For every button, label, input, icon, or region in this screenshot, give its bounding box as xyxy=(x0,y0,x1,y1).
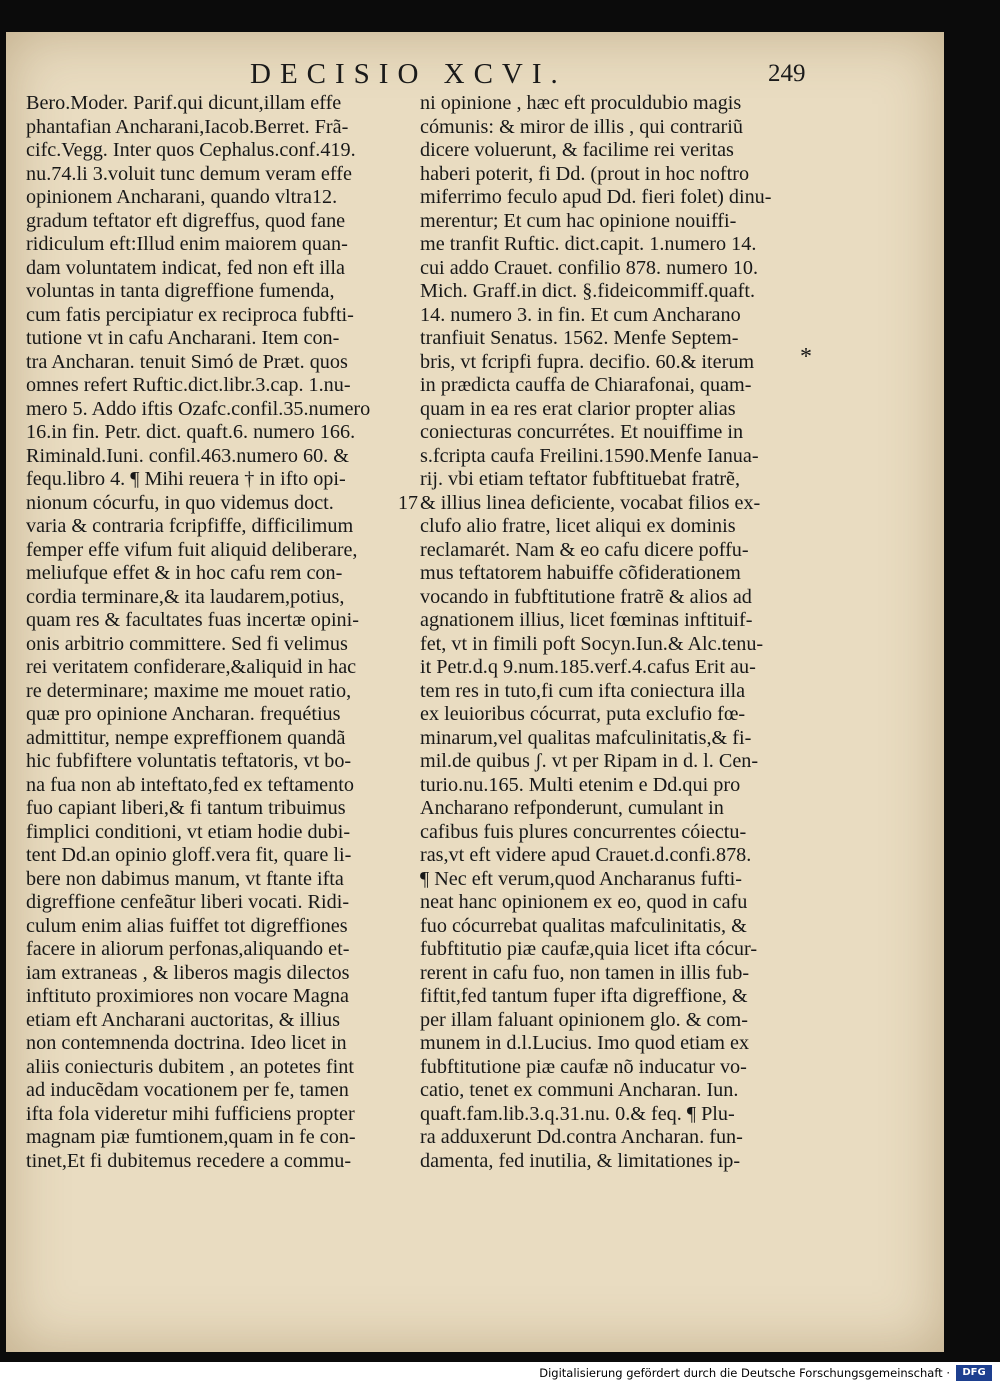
text-line: munem in d.l.Lucius. Imo quod etiam ex xyxy=(420,1032,750,1054)
text-line: fuo capiant liberi,& fi tantum tribuimus xyxy=(26,797,346,819)
text-line: admittitur, nempe expreffionem quandã xyxy=(26,726,346,749)
text-line: catio, tenet ex communi Ancharan. Iun. xyxy=(420,1079,739,1101)
text-line: ¶ Nec eft verum,quod Ancharanus fufti- xyxy=(420,867,742,890)
text-line: fimplici conditioni, vt etiam hodie dubi- xyxy=(26,820,351,843)
margin-note-asterisk: * xyxy=(800,344,812,370)
text-line: Bero.Moder. Parif.qui dicunt,illam effe xyxy=(26,92,342,114)
right-text-column xyxy=(420,92,796,1173)
text-line: ra adduxerunt Dd.contra Ancharan. fun- xyxy=(420,1126,743,1148)
digitization-footer xyxy=(0,1362,1000,1385)
text-line: in prædicta cauffa de Chiarafonai, quam- xyxy=(420,374,752,396)
text-line: dicere voluerunt, & facilime rei veritas xyxy=(420,139,734,161)
text-line: ad inducẽdam vocationem per fe, tamen xyxy=(26,1079,349,1101)
text-line: tra Ancharan. tenuit Simó de Præt. quos xyxy=(26,350,348,373)
text-line: ex leuioribus cócurrat, puta exclufio fœ- xyxy=(420,703,746,725)
text-line: mero 5. Addo iftis Ozafc.confil.35.numero xyxy=(26,397,371,420)
text-line: me tranfit Ruftic. dict.capit. 1.numero 14. xyxy=(420,233,757,255)
text-line: neat hanc opinionem ex eo, quod in cafu xyxy=(420,891,748,913)
text-line: digreffione cenfeãtur liberi vocati. Ridi- xyxy=(26,891,350,913)
dfg-logo: DFG xyxy=(956,1365,992,1381)
text-line: fubftitutio piæ caufæ,quia licet ifta cócur- xyxy=(420,938,758,960)
text-line: quaft.fam.lib.3.q.31.nu. 0.& feq. ¶ Plu- xyxy=(420,1102,735,1125)
text-line: vocando in fubftitutione fratrẽ & alios ad xyxy=(420,585,752,608)
text-line: quam in ea res erat clarior propter alias xyxy=(420,397,736,420)
text-line: Riminald.Iuni. confil.463.numero 60. & xyxy=(26,444,349,467)
text-line: phantafian Ancharani,Iacob.Berret. Frã- xyxy=(26,115,349,138)
margin-note-number: 17 xyxy=(398,492,418,514)
text-line: quam res & facultates fuas incertæ opini- xyxy=(26,609,359,631)
text-line: fequ.libro 4. ¶ Mihi reuera † in ifto opi- xyxy=(26,468,346,490)
text-line: clufo alio fratre, licet aliqui ex dominis xyxy=(420,515,736,537)
text-line: 14. numero 3. in fin. Et cum Ancharano xyxy=(420,303,741,326)
text-line: culum enim alias fuiffet tot digreffiones xyxy=(26,914,348,937)
text-line: varia & contraria fcripfiffe, difficilimum xyxy=(26,515,354,537)
text-line: merentur; Et cum hac opinione nouiffi- xyxy=(420,209,737,232)
text-line: non contemnenda doctrina. Ideo licet in xyxy=(26,1032,347,1054)
page-number: 249 xyxy=(768,60,806,87)
text-line: ras,vt eft videre apud Crauet.d.confi.878. xyxy=(420,844,752,866)
text-line: na fua non ab inteftato,fed ex teftamento xyxy=(26,773,354,796)
text-line: cordia terminare,& ita laudarem,potius, xyxy=(26,585,345,608)
text-line: quæ pro opinione Ancharan. frequétius xyxy=(26,703,341,725)
text-line: iam extraneas , & liberos magis dilectos xyxy=(26,961,350,984)
text-line: aliis coniecturis dubitem , an potetes fint xyxy=(26,1055,354,1078)
text-line: mil.de quibus ʃ. vt per Ripam in d. l. Cen- xyxy=(420,750,759,772)
text-line: ni opinione , hæc eft proculdubio magis xyxy=(420,92,742,114)
text-line: gradum teftator eft digreffus, quod fane xyxy=(26,209,346,232)
text-line: opinionem Ancharani, quando vltra12. xyxy=(26,186,338,208)
left-text-column xyxy=(26,92,402,1173)
text-line: Ancharano refponderunt, cumulant in xyxy=(420,797,724,819)
text-line: reclamarét. Nam & eo cafu dicere poffu- xyxy=(420,538,749,561)
text-line: bris, vt fcripfi fupra. decifio. 60.& iterum xyxy=(420,350,755,373)
text-line: inftituto proximiores non vocare Magna xyxy=(26,985,349,1007)
text-line: Mich. Graff.in dict. §.fideicommiff.quaft. xyxy=(420,280,756,302)
text-line: facere in aliorum perfonas,aliquando et- xyxy=(26,938,350,960)
text-line: haberi poterit, fi Dd. (prout in hoc noftro xyxy=(420,162,750,185)
text-line: femper effe vifum fuit aliquid deliberare, xyxy=(26,538,358,561)
text-line: tutione vt in cafu Ancharani. Item con- xyxy=(26,327,340,349)
text-line: damenta, fed inutilia, & limitationes ip- xyxy=(420,1149,741,1172)
text-line: meliufque effet & in hoc cafu rem con- xyxy=(26,562,343,584)
text-line: bere non dabimus manum, vt ftante ifta xyxy=(26,867,344,890)
text-line: ifta fola videretur mihi fufficiens propter xyxy=(26,1102,355,1125)
text-line: miferrimo feculo apud Dd. fieri folet) dinu- xyxy=(420,186,772,208)
text-line: per illam faluant opinionem glo. & com- xyxy=(420,1008,748,1031)
text-line: cum fatis percipiatur ex reciproca fubfti- xyxy=(26,303,354,326)
text-line: coniecturas concurrétes. Et nouiffime in xyxy=(420,421,744,443)
text-line: & illius linea deficiente, vocabat filios ex- xyxy=(420,491,761,514)
text-line: tranfiuit Senatus. 1562. Menfe Septem- xyxy=(420,327,739,349)
text-line: fet, vt in fimili poft Socyn.Iun.& Alc.tenu- xyxy=(420,632,764,655)
text-line: hic fubfiftere voluntatis teftatoris, vt bo- xyxy=(26,750,352,772)
text-line: voluntas in tanta digreffione fumenda, xyxy=(26,280,335,302)
text-line: ridiculum eft:Illud enim maiorem quan- xyxy=(26,233,348,255)
text-line: magnam piæ fumtionem,quam in fe con- xyxy=(26,1126,356,1148)
text-line: dam voluntatem indicat, fed non eft illa xyxy=(26,256,345,279)
text-line: cafibus fuis plures concurrentes cóiectu- xyxy=(420,820,747,843)
text-line: cifc.Vegg. Inter quos Cephalus.conf.419. xyxy=(26,139,356,161)
text-line: agnationem illius, licet fœminas inftituif- xyxy=(420,609,753,631)
text-line: fuo cócurrebat qualitas mafculinitatis, & xyxy=(420,914,747,937)
text-line: s.fcripta caufa Freilini.1590.Menfe Ianua- xyxy=(420,444,759,467)
text-line: tinet,Et fi dubitemus recedere a commu- xyxy=(26,1149,352,1172)
text-line: tent Dd.an opinio gloff.vera fit, quare li- xyxy=(26,844,352,866)
text-line: cómunis: & miror de illis , qui contrariũ xyxy=(420,115,743,138)
text-line: re determinare; maxime me mouet ratio, xyxy=(26,679,352,702)
footer-credit-text: Digitalisierung gefördert durch die Deutsche Forschungsgemeinschaft · xyxy=(539,1366,950,1380)
running-head: DECISIO XCVI. xyxy=(250,58,567,90)
text-line: nu.74.li 3.voluit tunc demum veram effe xyxy=(26,162,352,185)
text-line: onis arbitrio committere. Sed fi velimus xyxy=(26,632,348,655)
text-line: fiftit,fed tantum fuper ifta digreffione, & xyxy=(420,985,748,1007)
text-line: mus teftatorem habuiffe cõfiderationem xyxy=(420,562,741,584)
text-line: tem res in tuto,fi cum ifta coniectura illa xyxy=(420,679,746,702)
text-line: minarum,vel qualitas mafculinitatis,& fi- xyxy=(420,726,752,749)
text-line: nionum cócurfu, in quo videmus doct. xyxy=(26,491,334,514)
text-line: etiam eft Ancharani auctoritas, & illius xyxy=(26,1008,340,1031)
text-line: turio.nu.165. Multi etenim e Dd.qui pro xyxy=(420,773,741,796)
text-line: 16.in fin. Petr. dict. quaft.6. numero 166. xyxy=(26,421,356,443)
text-line: rij. vbi etiam teftator fubftituebat fratrẽ, xyxy=(420,468,741,490)
text-line: cui addo Crauet. confilio 878. numero 10. xyxy=(420,256,759,279)
text-line: omnes refert Ruftic.dict.libr.3.cap. 1.nu- xyxy=(26,374,351,396)
text-line: rei veritatem confiderare,&aliquid in hac xyxy=(26,656,357,678)
text-line: fubftitutione piæ caufæ nõ inducatur vo- xyxy=(420,1055,747,1078)
text-line: it Petr.d.q 9.num.185.verf.4.cafus Erit au- xyxy=(420,656,756,678)
text-line: rerent in cafu fuo, non tamen in illis fub- xyxy=(420,961,750,984)
